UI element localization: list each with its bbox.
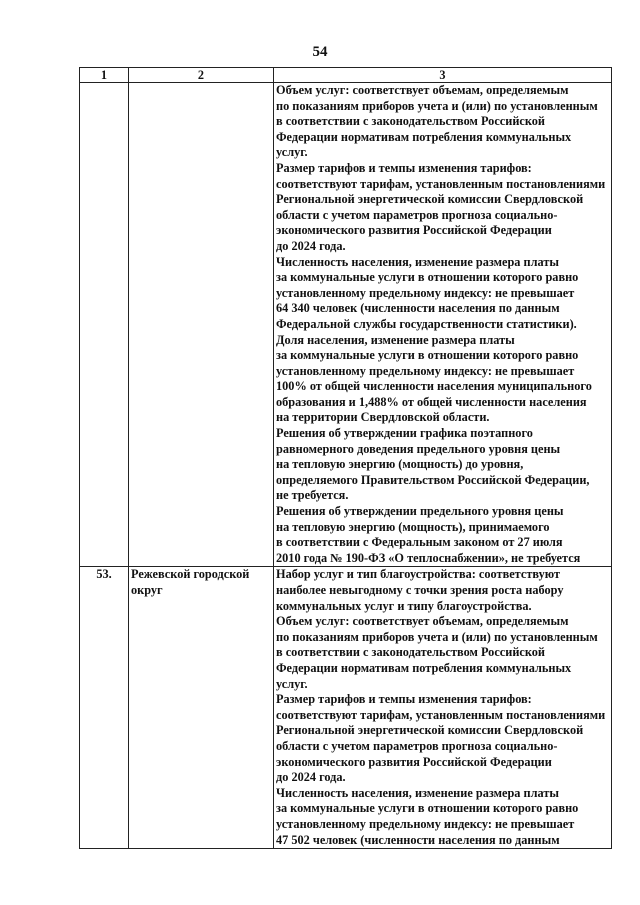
text-line: за коммунальные услуги в отношении которого равно [276, 348, 579, 363]
text-line: коммунальных услуг и типу благоустройства. [276, 598, 532, 613]
text-line: за коммунальные услуги в отношении которого равно [276, 270, 579, 285]
text-line: до 2024 года. [276, 770, 346, 785]
table-row [80, 567, 612, 849]
text-line: Решения об утверждении предельного уровня цены [276, 504, 564, 519]
text-line: экономического развития Российской Федерации [276, 223, 552, 238]
text-line: за коммунальные услуги в отношении которого равно [276, 801, 579, 816]
table-row [80, 83, 612, 567]
row-number: 53. [80, 567, 129, 849]
text-line: равномерного доведения предельного уровня цены [276, 441, 561, 456]
text-line: по показаниям приборов учета и (или) по установленным [276, 629, 598, 644]
text-line: Региональной энергетической комиссии Свердловской [276, 723, 584, 738]
page-number: 54 [312, 44, 328, 60]
text-line: соответствуют тарифам, установленным постановлениями [276, 176, 606, 191]
text-line: Размер тарифов и темпы изменения тарифов: [276, 160, 532, 175]
text-line: 2010 года № 190-ФЗ «О теплоснабжении», не требуется [276, 550, 581, 565]
text-line: Размер тарифов и темпы изменения тарифов: [276, 692, 532, 707]
text-line: 64 340 человек (численности населения по данным [276, 301, 560, 316]
text-line: Федерации нормативам потребления коммунальных [276, 129, 572, 144]
text-line: области с учетом параметров прогноза социально- [276, 738, 558, 753]
indicator-text [274, 83, 612, 567]
text-line: Федеральной службы государственности статистики). [276, 316, 577, 331]
text-line: экономического развития Российской Федерации [276, 754, 552, 769]
text-line: на тепловую энергию (мощность), принимаемого [276, 519, 550, 534]
text-line: Доля населения, изменение размера платы [276, 332, 515, 347]
header-col-3: 3 [274, 68, 612, 83]
text-line: установленному предельному индексу: не превышает [276, 285, 575, 300]
name-line: Режевской городской [131, 567, 250, 582]
text-line: Решения об утверждении графика поэтапного [276, 426, 533, 441]
text-line: соответствуют тарифам, установленным постановлениями [276, 707, 606, 722]
text-line: области с учетом параметров прогноза социально- [276, 207, 558, 222]
text-line: установленному предельному индексу: не превышает [276, 816, 575, 831]
table-header-row [80, 68, 612, 83]
text-line: 47 502 человек (численности населения по данным [276, 832, 560, 847]
text-line: определяемого Правительством Российской Федерации, [276, 472, 590, 487]
text-line: на территории Свердловской области. [276, 410, 490, 425]
text-line: Численность населения, изменение размера платы [276, 785, 559, 800]
text-line: образования и 1,488% от общей численности населения [276, 394, 587, 409]
text-line: Набор услуг и тип благоустройства: соответствуют [276, 567, 560, 582]
municipality-name [129, 567, 274, 849]
text-line: услуг. [276, 145, 308, 160]
data-table [79, 67, 612, 849]
text-line: Объем услуг: соответствует объемам, определяемым [276, 614, 569, 629]
text-line: услуг. [276, 676, 308, 691]
header-col-1: 1 [80, 68, 129, 83]
text-line: установленному предельному индексу: не превышает [276, 363, 575, 378]
text-line: в соответствии с Федеральным законом от 27 июля [276, 535, 563, 550]
text-line: Федерации нормативам потребления коммунальных [276, 660, 572, 675]
municipality-name [129, 83, 274, 567]
text-line: по показаниям приборов учета и (или) по установленным [276, 98, 598, 113]
header-col-2: 2 [129, 68, 274, 83]
text-line: в соответствии с законодательством Российской [276, 114, 546, 129]
row-number [80, 83, 129, 567]
text-line: Региональной энергетической комиссии Свердловской [276, 192, 584, 207]
text-line: в соответствии с законодательством Российской [276, 645, 546, 660]
text-line: Объем услуг: соответствует объемам, определяемым [276, 83, 569, 97]
indicator-text [274, 567, 612, 849]
text-line: наиболее невыгодному с точки зрения роста набору [276, 583, 564, 597]
name-line: округ [131, 583, 163, 597]
text-line: не требуется. [276, 488, 349, 503]
text-line: 100% от общей численности населения муниципального [276, 379, 592, 394]
text-line: до 2024 года. [276, 238, 346, 253]
text-line: на тепловую энергию (мощность) до уровня, [276, 457, 524, 472]
text-line: Численность населения, изменение размера платы [276, 254, 559, 269]
